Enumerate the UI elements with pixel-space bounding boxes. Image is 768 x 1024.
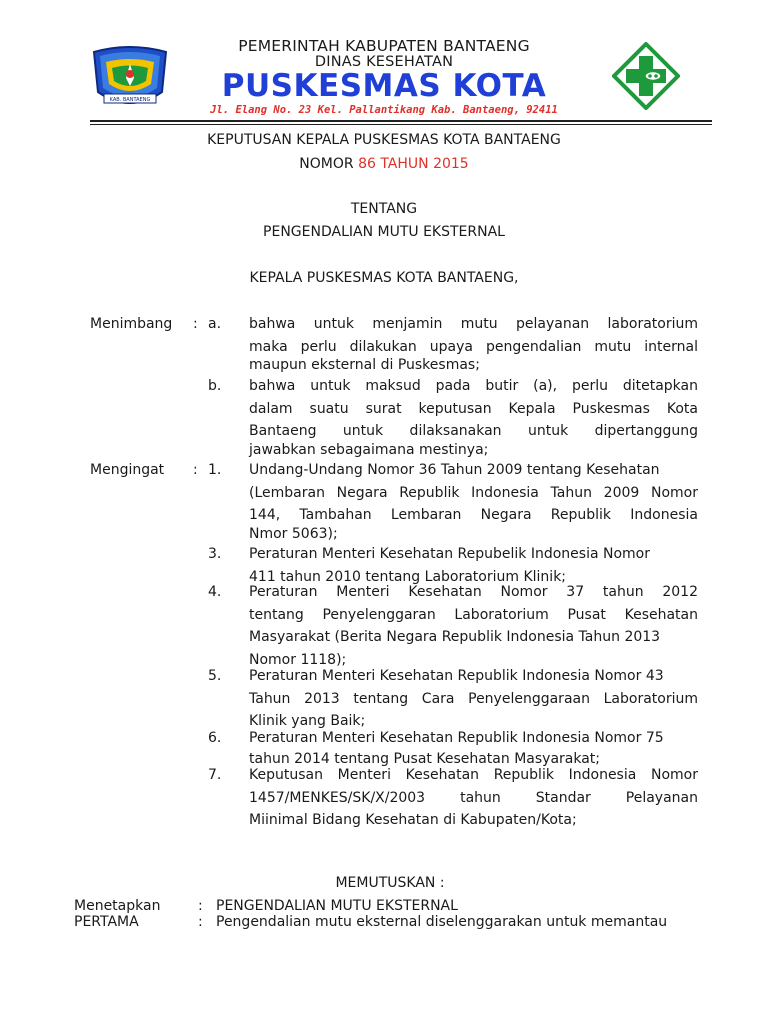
paragraph-line: Keputusan Menteri Kesehatan Republik Indonesia Nomor — [249, 767, 698, 783]
paragraph-line: Undang-Undang Nomor 36 Tahun 2009 tentang Kesehatan — [249, 462, 660, 478]
item-marker: a. — [208, 316, 222, 332]
mengingat-item-5 — [249, 665, 698, 733]
paragraph-line: bahwa untuk menjamin mutu pelayanan laboratorium — [249, 316, 698, 332]
memutuskan-heading: MEMUTUSKAN : — [335, 875, 445, 891]
paragraph-line: Bantaeng untuk dilaksanakan untuk dipertanggung — [249, 423, 698, 439]
menetapkan-value: PENGENDALIAN MUTU EKSTERNAL — [216, 898, 458, 914]
item-marker: 6. — [208, 730, 222, 746]
decree-subject: PENGENDALIAN MUTU EKSTERNAL — [263, 224, 505, 240]
menetapkan-label: Menetapkan — [74, 898, 161, 914]
mengingat-label: Mengingat — [90, 462, 165, 478]
paragraph-line: 1457/MENKES/SK/X/2003 tahun Standar Pelayanan — [249, 789, 698, 806]
paragraph-line: Miinimal Bidang Kesehatan di Kabupaten/Kota; — [249, 812, 577, 828]
paragraph-line: tahun 2014 tentang Pusat Kesehatan Masyarakat; — [249, 750, 600, 767]
paragraph-line: Peraturan Menteri Kesehatan Republik Indonesia Nomor 75 — [249, 730, 664, 746]
header-divider-thick — [90, 120, 712, 122]
paragraph-line: Masyarakat (Berita Negara Republik Indonesia Tahun 2013 — [249, 629, 661, 645]
emblem-text: KAB. BANTAENG — [109, 97, 151, 103]
item-marker: 5. — [208, 668, 222, 684]
header-divider-thin — [90, 124, 712, 125]
pertama-colon: : — [198, 914, 203, 930]
menimbang-item-a — [249, 313, 698, 377]
item-marker: 4. — [208, 584, 222, 600]
decree-number-label: NOMOR — [299, 156, 359, 172]
paragraph-line: dalam suatu surat keputusan Kepala Puskesmas Kota — [249, 400, 698, 417]
pertama-value: Pengendalian mutu eksternal diselenggarakan untuk memantau — [216, 914, 668, 930]
mengingat-item-7 — [249, 764, 698, 832]
paragraph-line: 411 tahun 2010 tentang Laboratorium Klinik; — [249, 568, 567, 585]
item-marker: b. — [208, 378, 222, 394]
paragraph-line: maka perlu dilakukan upaya pengendalian mutu internal — [249, 338, 698, 355]
paragraph-line: tentang Penyelenggaran Laboratorium Pusat Kesehatan — [249, 606, 698, 623]
header-department: DINAS KESEHATAN — [314, 54, 454, 70]
header-address: Jl. Elang No. 23 Kel. Pallantikang Kab. Bantaeng, 92411 — [210, 104, 558, 116]
decree-number — [0, 156, 768, 172]
decree-line: KEPUTUSAN KEPALA PUSKESMAS KOTA BANTAENG — [207, 132, 561, 148]
paragraph-line: jawabkan sebagaimana mestinya; — [249, 441, 489, 458]
menetapkan-colon: : — [198, 898, 203, 914]
paragraph-line: maupun eksternal di Puskesmas; — [249, 357, 480, 373]
paragraph-line: (Lembaran Negara Republik Indonesia Tahun 2009 Nomor — [249, 484, 698, 501]
paragraph-line: Nomor 1118); — [249, 651, 347, 668]
paragraph-line: Peraturan Menteri Kesehatan Repubelik Indonesia Nomor — [249, 546, 650, 562]
paragraph-line: 144, Tambahan Lembaran Negara Republik Indonesia — [249, 507, 698, 523]
paragraph-line: Nmor 5063); — [249, 525, 338, 542]
mengingat-item-1 — [249, 459, 698, 545]
menimbang-colon: : — [193, 316, 198, 332]
mengingat-item-4 — [249, 581, 698, 671]
menimbang-label: Menimbang — [90, 316, 173, 332]
header-government: PEMERINTAH KABUPATEN BANTAENG — [238, 37, 530, 55]
paragraph-line: bahwa untuk maksud pada butir (a), perlu ditetapkan — [249, 378, 698, 394]
item-marker: 7. — [208, 767, 222, 783]
item-marker: 3. — [208, 546, 222, 562]
menimbang-item-b — [249, 375, 698, 461]
decree-issuer: KEPALA PUSKESMAS KOTA BANTAENG, — [249, 270, 519, 286]
decree-number-value: 86 TAHUN 2015 — [358, 156, 469, 172]
paragraph-line: Tahun 2013 tentang Cara Penyelenggaraan Laboratorium — [249, 690, 698, 707]
header-title: PUSKESMAS KOTA — [221, 68, 547, 104]
mengingat-colon: : — [193, 462, 198, 478]
paragraph-line: Klinik yang Baik; — [249, 713, 366, 729]
pertama-label: PERTAMA — [74, 914, 139, 930]
paragraph-line: Peraturan Menteri Kesehatan Republik Indonesia Nomor 43 — [249, 668, 664, 684]
item-marker: 1. — [208, 462, 222, 478]
tentang-heading: TENTANG — [350, 201, 418, 217]
paragraph-line: Peraturan Menteri Kesehatan Nomor 37 tahun 2012 — [249, 584, 698, 600]
